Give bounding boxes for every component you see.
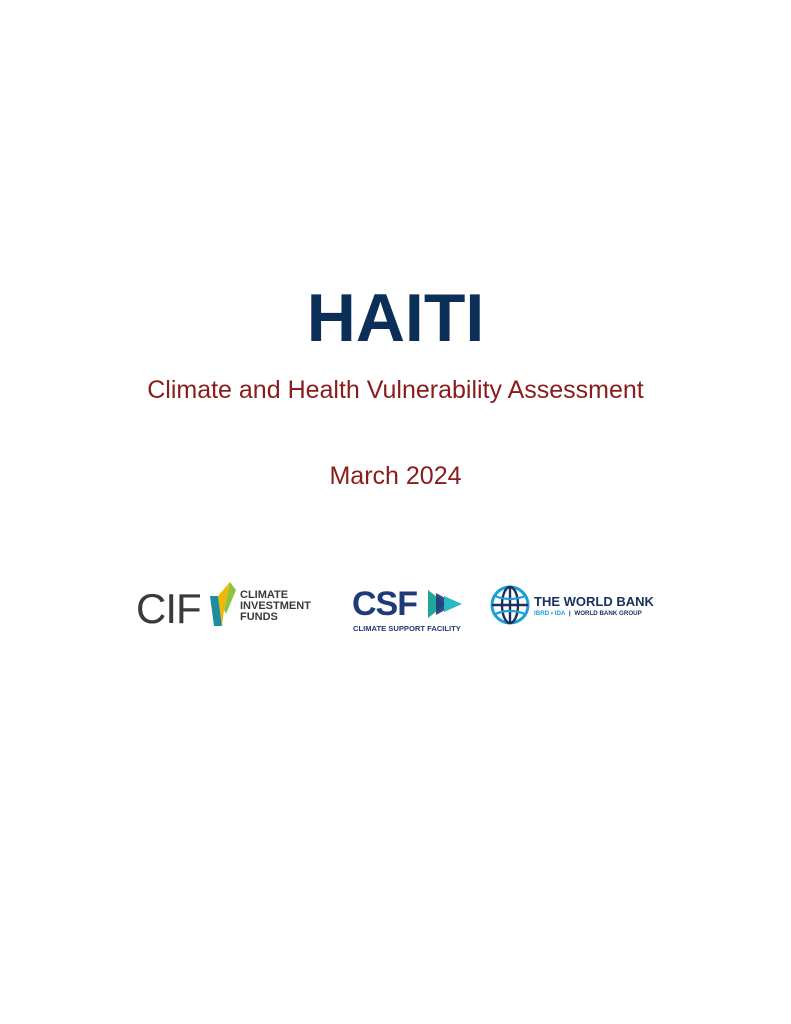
world-bank-separator: | [568,610,571,617]
cif-word-2: INVESTMENT [240,600,311,612]
csf-logo [352,586,468,638]
world-bank-name: THE WORLD BANK [534,594,654,609]
csf-tagline: CLIMATE SUPPORT FACILITY [353,624,461,633]
partner-logos [0,578,791,638]
cif-letters: CIF [136,585,201,632]
csf-play-icon [428,590,464,618]
cif-mark-icon [208,580,238,630]
publication-date: March 2024 [329,462,462,490]
cif-wordmark [240,590,311,623]
page-title: HAITI [306,280,485,356]
world-bank-group: WORLD BANK GROUP [574,610,642,617]
cif-word-1: CLIMATE [240,589,289,601]
cif-word-3: FUNDS [240,611,278,623]
world-bank-logo [490,584,660,630]
world-bank-ibrd-ida: IBRD • IDA [534,610,566,617]
csf-letters: CSF [352,585,417,623]
world-bank-subline [534,610,642,618]
cif-logo [136,578,326,634]
globe-icon [490,584,530,626]
page-subtitle: Climate and Health Vulnerability Assessment [147,376,644,404]
